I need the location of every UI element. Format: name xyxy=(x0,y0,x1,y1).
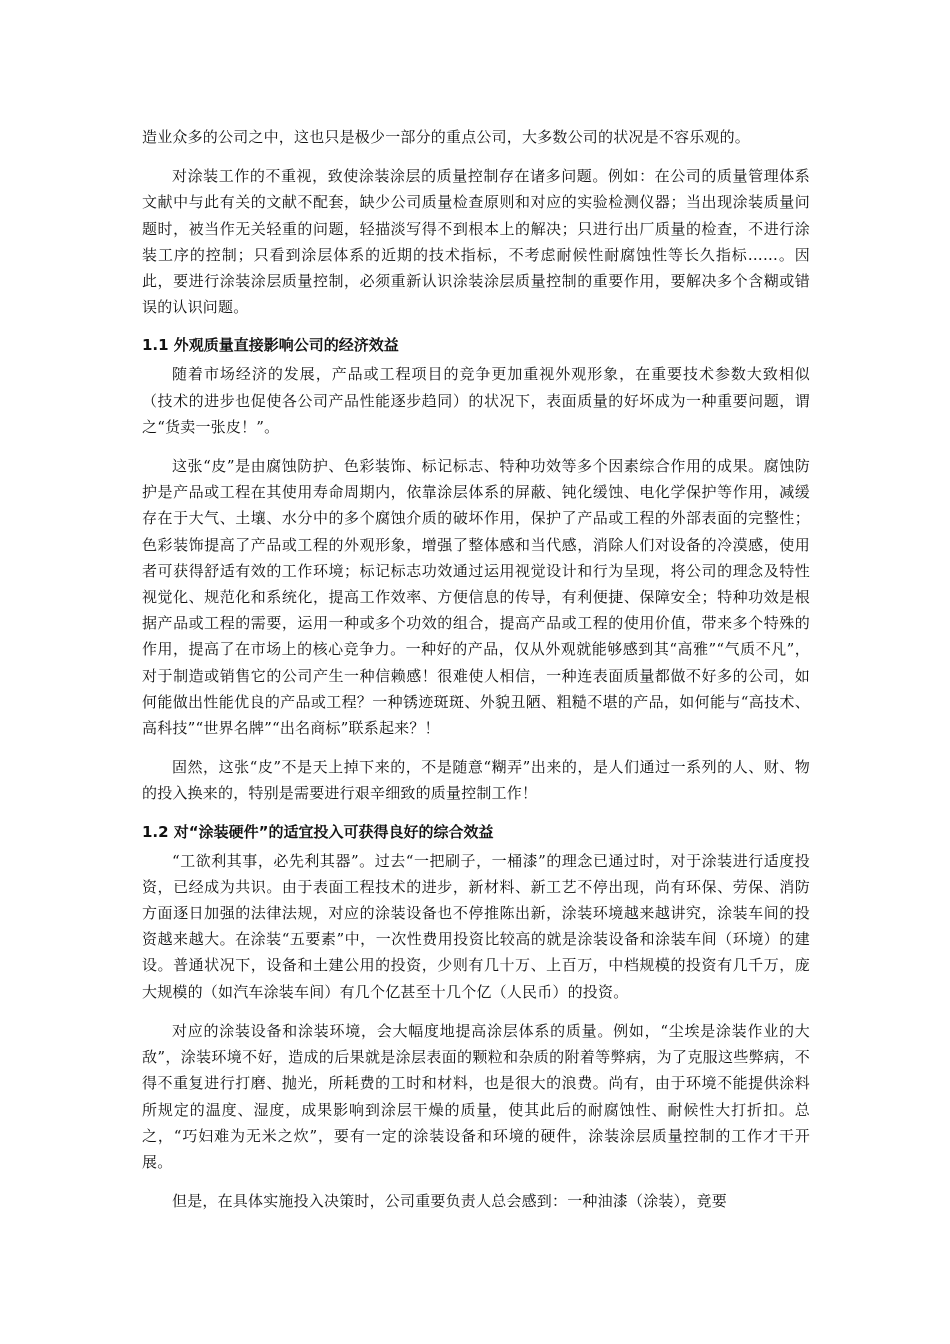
section-heading-1-1: 1.1 外观质量直接影响公司的经济效益 xyxy=(142,336,399,355)
paragraph-quality-issues: 对涂装工作的不重视，致使涂装涂层的质量控制存在诸多问题。例如：在公司的质量管理体系文献中与此有关的文献不配套，缺少公司质量检查原则和对应的实验检测仪器；当出现涂装质量问题时，被当作无关轻重的问题，轻描淡写得不到根本上的解决；只进行出厂质量的检查，不进行涂装工序的控制；只看到涂层体系的近期的技术指标，不考虑耐候性耐腐蚀性等长久指标……。因此，要进行涂装涂层质量控制，必须重新认识涂装涂层质量控制的重要作用，要解决多个含糊或错误的认识问题。 xyxy=(142,167,810,317)
paragraph-intro: 造业众多的公司之中，这也只是极少一部分的重点公司，大多数公司的状况是不容乐观的。 xyxy=(142,128,751,146)
paragraph-decision: 但是，在具体实施投入决策时，公司重要负责人总会感到：一种油漆（涂装），竟要 xyxy=(172,1192,727,1211)
paragraph-market-competition: 随着市场经济的发展，产品或工程项目的竞争更加重视外观形象，在重要技术参数大致相似（技术的进步也促使各公司产品性能逐步趋同）的状况下，表面质量的好坏成为一种重要问题，谓之“货卖一张皮！”。 xyxy=(142,365,810,436)
section-heading-1-2: 1.2 对“涂装硬件”的适宜投入可获得良好的综合效益 xyxy=(142,822,494,841)
paragraph-equipment-environment: 对应的涂装设备和涂装环境，会大幅度地提高涂层体系的质量。例如，“尘埃是涂装作业的大敌”，涂装环境不好，造成的后果就是涂层表面的颗粒和杂质的附着等弊病，为了克服这些弊病，不得不重复进行打磨、抛光，所耗费的工时和材料，也是很大的浪费。尚有，由于环境不能提供涂料所规定的温度、湿度，成果影响到涂层干燥的质量，使其此后的耐腐蚀性、耐候性大打折扣。总之，“巧妇难为无米之炊”，要有一定的涂装设备和环境的硬件，涂装涂层质量控制的工作才干开展。 xyxy=(142,1021,810,1171)
paragraph-hardware-investment: “工欲利其事，必先利其器”。过去“一把刷子，一桶漆”的理念已通过时，对于涂装进行适度投资，已经成为共识。由于表面工程技术的进步，新材料、新工艺不停出现，尚有环保、劳保、消防方面逐日加强的法律法规，对应的涂装设备也不停推陈出新，涂装环境越来越讲究，涂装车间的投资越来越大。在涂装“五要素”中，一次性费用投资比较高的就是涂装设备和涂装车间（环境）的建设。普通状况下，设备和土建公用的投资，少则有几十万、上百万，中档规模的投资有几千万，庞大规模的（如汽车涂装车间）有几个亿甚至十几个亿（人民币）的投资。 xyxy=(142,851,810,1001)
paragraph-skin-investment: 固然，这张“皮”不是天上掉下来的，不是随意“糊弄”出来的，是人们通过一系列的人、财、物的投入换来的，特别是需要进行艰辛细致的质量控制工作！ xyxy=(142,758,810,803)
document-body xyxy=(142,124,810,1214)
paragraph-skin-factors: 这张“皮”是由腐蚀防护、色彩装饰、标记标志、特种功效等多个因素综合作用的成果。腐蚀防护是产品或工程在其使用寿命周期内，依靠涂层体系的屏蔽、钝化缓蚀、电化学保护等作用，减缓存在于大气、土壤、水分中的多个腐蚀介质的破坏作用，保护了产品或工程的外部表面的完整性；色彩装饰提高了产品或工程的外观形象，增强了整体感和当代感，消除人们对设备的冷漠感，使用者可获得舒适有效的工作环境；标记标志功效通过运用视觉设计和行为呈现，将公司的理念及特性视觉化、规范化和系统化，提高工作效率、方便信息的传导，有利便捷、保障安全；特种功效是根据产品或工程的需要，运用一种或多个功效的组合，提高产品或工程的使用价值，带来多个特殊的作用，提高了在市场上的核心竞争力。一种好的产品，仅从外观就能够感到其“高雅”“气质不凡”，对于制造或销售它的公司产生一种信赖感！很难使人相信，一种连表面质量都做不好多的公司，如何能做出性能优良的产品或工程？一种锈迹斑斑、外貌丑陋、粗糙不堪的产品，如何能与“高技术、高科技”“世界名牌”“出名商标”联系起来？！ xyxy=(142,457,810,738)
